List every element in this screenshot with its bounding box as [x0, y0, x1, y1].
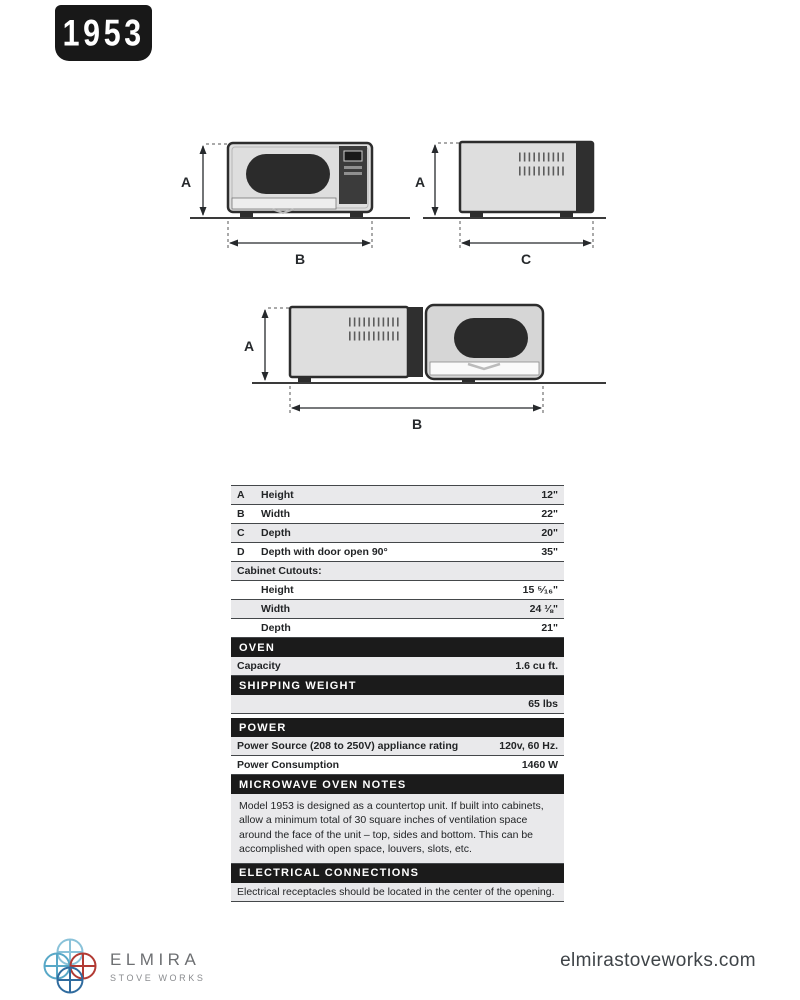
electrical-section-header: ELECTRICAL CONNECTIONS: [231, 864, 564, 883]
table-row: [231, 695, 564, 714]
side-depth-label: C: [520, 251, 532, 267]
door-open-view-drawing: [244, 305, 606, 432]
cabinet-cutouts-header-row: [231, 562, 564, 581]
footer-brand: [42, 936, 205, 996]
power-source-label: Power Source (208 to 250V) appliance rating: [237, 740, 459, 752]
capacity-label: Capacity: [237, 660, 281, 672]
side-height-label: A: [414, 174, 426, 190]
brand-name: ELMIRA: [110, 949, 201, 969]
table-row: [231, 486, 564, 505]
notes-section-header: MICROWAVE OVEN NOTES: [231, 775, 564, 794]
dim-label: Depth with door open 90°: [261, 546, 388, 558]
dim-label: Height: [261, 489, 294, 501]
table-row: [231, 619, 564, 638]
dim-key: B: [237, 508, 245, 520]
power-section-header: POWER: [231, 718, 564, 737]
table-row: [231, 756, 564, 775]
electrical-connections-text: Electrical receptacles should be located in the center of the opening.: [237, 885, 555, 898]
microwave-oven-notes-text: Model 1953 is designed as a countertop unit. If built into cabinets, allow a minimum total of 30 square inches of ventilation space around the face of the unit – top, sides and bottom. This can be accomplished with open space, louvers, slots, etc.: [231, 794, 564, 864]
dim-key: C: [237, 527, 245, 539]
open-width-label: B: [411, 416, 423, 432]
dim-value: 35": [541, 546, 558, 558]
capacity-value: 1.6 cu ft.: [515, 660, 558, 672]
table-row: [231, 581, 564, 600]
dim-key: D: [237, 546, 245, 558]
technical-drawings: [0, 115, 800, 437]
dim-value: 20": [541, 527, 558, 539]
model-badge: [55, 5, 152, 61]
cutout-value: 15 ⁵⁄₁₆": [522, 584, 558, 596]
model-number: 1953: [62, 11, 145, 54]
dimension-diagram: [0, 115, 800, 437]
cutout-value: 21": [541, 622, 558, 634]
dim-label: Depth: [261, 527, 291, 539]
spec-table: [231, 485, 564, 902]
table-row: [231, 543, 564, 562]
table-row: [231, 657, 564, 676]
front-width-label: B: [294, 251, 306, 267]
elmira-logo-icon: [42, 936, 98, 996]
cutout-label: Depth: [261, 622, 291, 634]
table-row: [231, 737, 564, 756]
dim-key: A: [237, 489, 245, 501]
table-row: [231, 600, 564, 619]
shipping-weight-section-header: SHIPPING WEIGHT: [231, 676, 564, 695]
front-view-drawing: [181, 143, 410, 267]
table-row: [231, 524, 564, 543]
power-source-value: 120v, 60 Hz.: [499, 740, 558, 752]
cutout-label: Height: [261, 584, 294, 596]
dim-value: 12": [541, 489, 558, 501]
website-link[interactable]: elmirastoveworks.com: [560, 950, 756, 971]
cutout-value: 24 ⅛": [529, 603, 558, 615]
oven-section-header: OVEN: [231, 638, 564, 657]
dim-value: 22": [541, 508, 558, 520]
brand-subtitle: STOVE WORKS: [110, 972, 206, 983]
power-consumption-value: 1460 W: [521, 759, 558, 771]
dim-label: Width: [261, 508, 291, 520]
table-row: [231, 883, 564, 902]
cutout-label: Width: [261, 603, 291, 615]
front-height-label: A: [180, 174, 192, 190]
table-row: [231, 505, 564, 524]
power-consumption-label: Power Consumption: [237, 759, 340, 771]
side-view-drawing: [415, 142, 606, 267]
shipping-weight-value: 65 lbs: [528, 698, 558, 710]
cabinet-cutouts-header: Cabinet Cutouts:: [237, 565, 322, 577]
open-height-label: A: [243, 338, 255, 354]
